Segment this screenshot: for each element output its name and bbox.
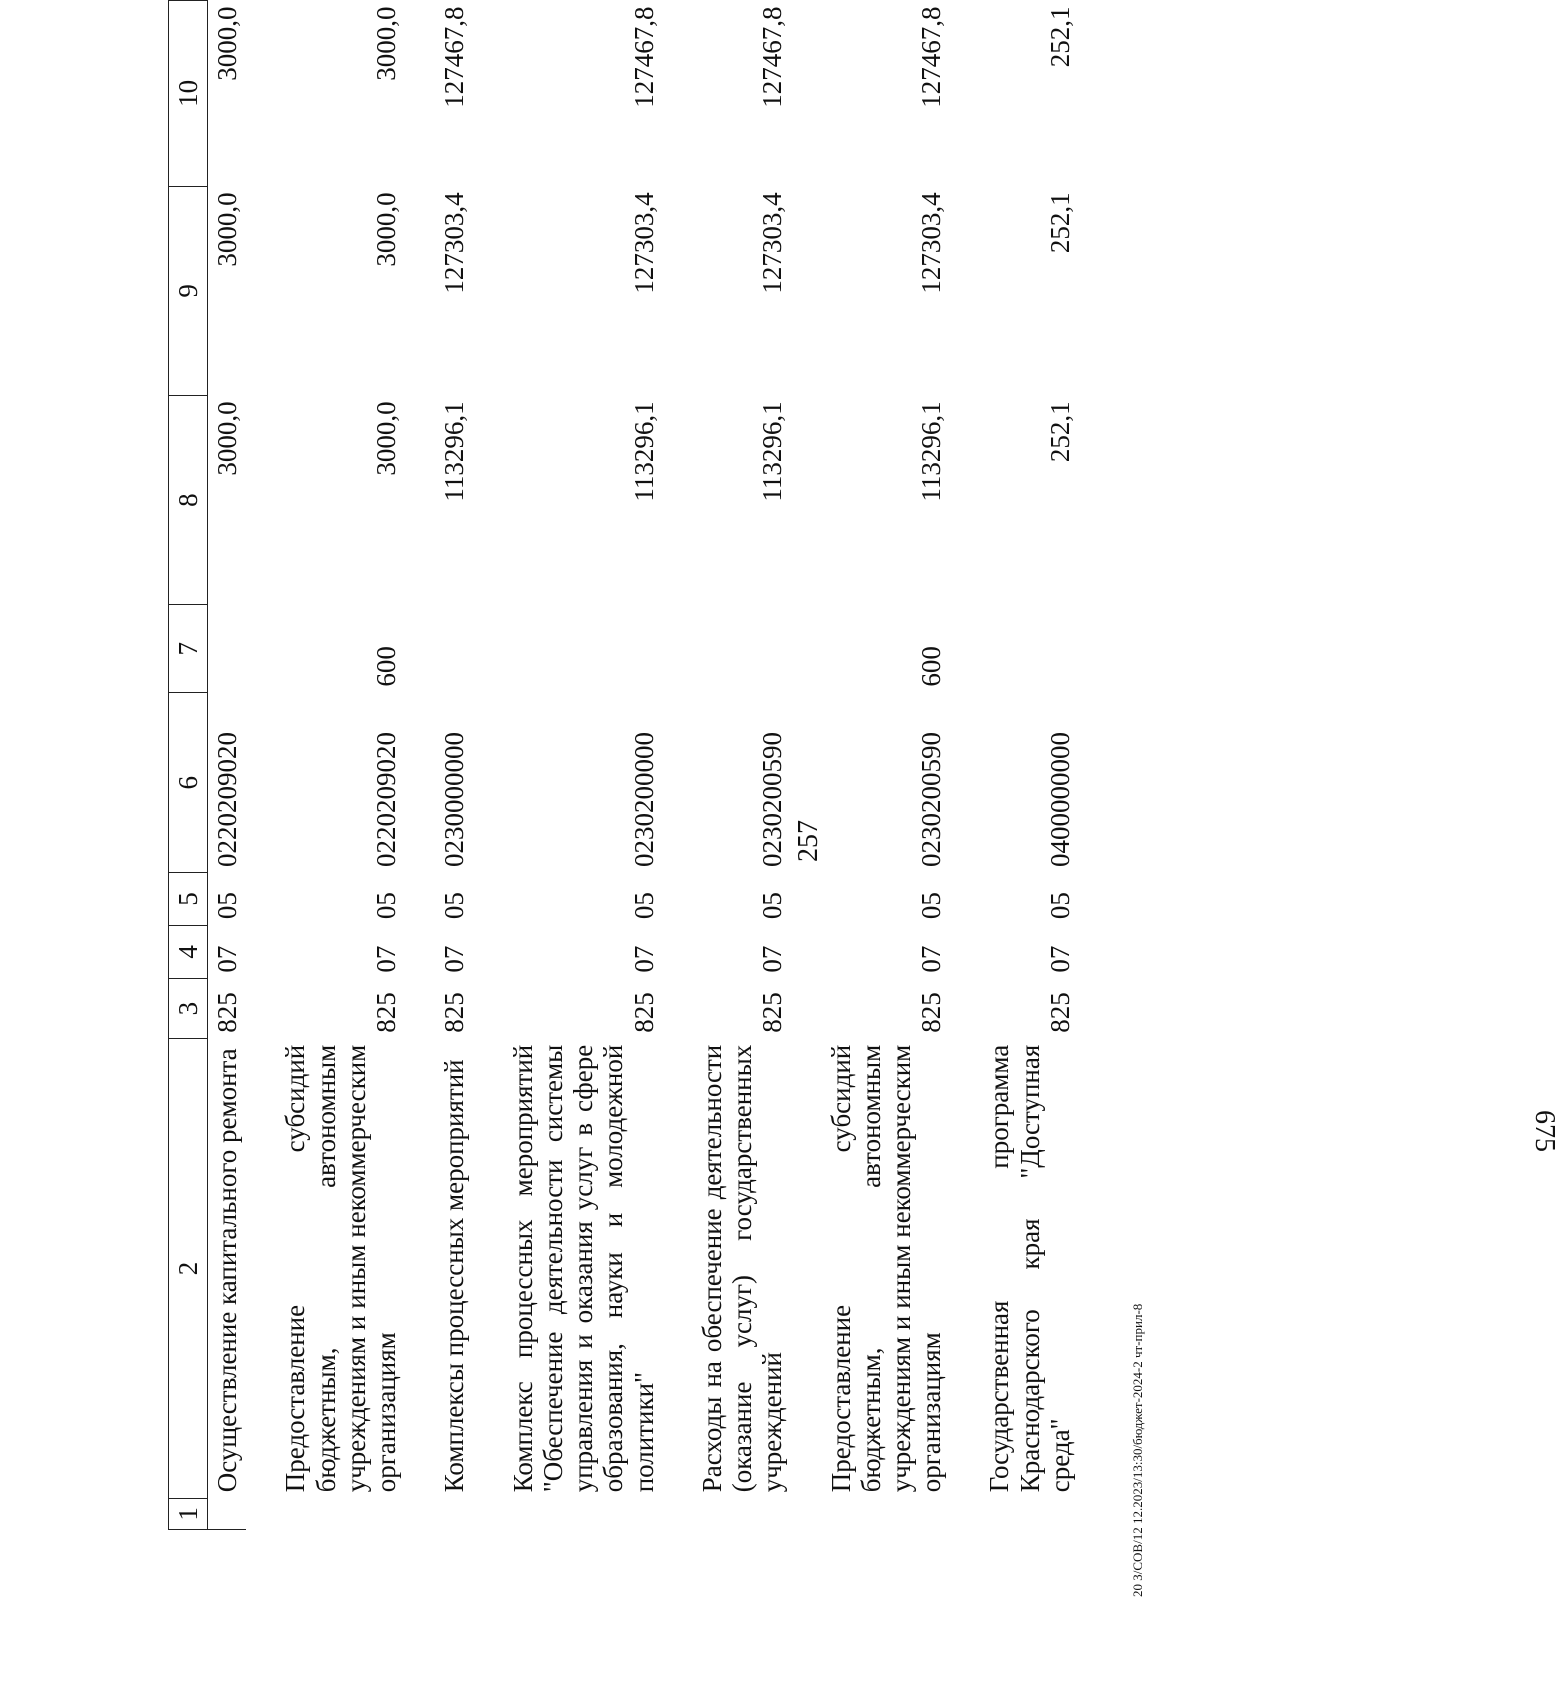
row-gap [950, 1, 980, 1530]
row-c3: 825 [1044, 992, 1075, 1033]
row-c9: 3000,0 [212, 192, 243, 267]
row-c3: 825 [439, 992, 470, 1033]
row-c9: 252,1 [1044, 192, 1075, 254]
row-name: Государственная программа Краснодарского края "Доступная среда" [984, 1044, 1075, 1493]
row-spacer [980, 1498, 1079, 1529]
header-cell-8: 8 [169, 395, 208, 604]
row-name: Комплекс процессных мероприятий "Обеспечение деятельности системы управления и оказания услуг в сфере образования, науки и молодежной политики" [507, 1044, 659, 1493]
row-gap [474, 1, 504, 1530]
row-c6: 0220209020 [212, 732, 243, 867]
row-c7: 600 [371, 646, 402, 687]
table-row [822, 1, 951, 1530]
row-c8: 113296,1 [439, 401, 470, 502]
row-c9: 127303,4 [916, 192, 947, 294]
header-cell-7: 7 [169, 605, 208, 693]
row-spacer [435, 1498, 473, 1529]
row-c8: 113296,1 [628, 401, 659, 502]
row-c9: 3000,0 [371, 192, 402, 267]
page-number: 257 [793, 820, 824, 862]
row-c5: 05 [757, 892, 788, 920]
document-footer-code: 20 З/СОВ/12 12.2023/13:30/бюджет-2024-2 чт-прил-8 [1130, 1303, 1145, 1597]
row-spacer [276, 1498, 405, 1529]
table-row [435, 1, 473, 1530]
row-c6: 0230200000 [628, 732, 659, 867]
header-cell-3: 3 [169, 979, 208, 1039]
row-c6: 0230200590 [757, 732, 788, 867]
row-c9: 127303,4 [757, 192, 788, 294]
folio-number: 675 [1529, 1110, 1560, 1152]
table-header-row [169, 1, 208, 1530]
header-cell-2: 2 [169, 1039, 208, 1499]
row-gap [405, 1, 435, 1530]
row-c9: 127303,4 [628, 192, 659, 294]
table-row [276, 1, 405, 1530]
row-c6: 0230200590 [916, 732, 947, 867]
row-c7: 600 [916, 646, 947, 687]
budget-table [168, 0, 1079, 1530]
row-c3: 825 [757, 992, 788, 1033]
row-gap [246, 1, 276, 1530]
row-c10: 127467,8 [628, 6, 659, 108]
row-spacer [504, 1498, 663, 1529]
header-cell-10: 10 [169, 1, 208, 187]
row-name: Комплексы процессных мероприятий [439, 1059, 470, 1493]
row-spacer [822, 1498, 951, 1529]
row-c7 [980, 605, 1079, 693]
row-c5: 05 [1044, 892, 1075, 920]
row-c3: 825 [916, 992, 947, 1033]
row-c4: 07 [439, 945, 470, 973]
row-c10: 127467,8 [916, 6, 947, 108]
row-c7 [208, 605, 247, 693]
header-cell-1: 1 [169, 1498, 208, 1529]
row-c4: 07 [371, 945, 402, 973]
row-c4: 07 [1044, 945, 1075, 973]
row-c4: 07 [757, 945, 788, 973]
row-c8: 252,1 [1044, 401, 1075, 463]
row-c5: 05 [628, 892, 659, 920]
row-c5: 05 [916, 892, 947, 920]
row-name: Предоставление субсидий бюджетным, автономным учреждениям и иным некоммерческим организациям [280, 1044, 402, 1493]
row-spacer [693, 1498, 792, 1529]
row-c3: 825 [371, 992, 402, 1033]
row-name: Расходы на обеспечение деятельности (оказание услуг) государственных учреждений [696, 1044, 788, 1493]
row-c7 [693, 605, 792, 693]
row-c5: 05 [371, 892, 402, 920]
table-row [208, 1, 247, 1530]
row-c8: 113296,1 [916, 401, 947, 502]
header-cell-9: 9 [169, 186, 208, 395]
row-c10: 127467,8 [757, 6, 788, 108]
row-c3: 825 [628, 992, 659, 1033]
row-spacer [208, 1498, 247, 1529]
row-c5: 05 [439, 892, 470, 920]
table-row [504, 1, 663, 1530]
row-c4: 07 [916, 945, 947, 973]
row-c4: 07 [628, 945, 659, 973]
row-c8: 113296,1 [757, 401, 788, 502]
row-c6: 0220209020 [371, 732, 402, 867]
row-c7 [435, 605, 473, 693]
row-c9: 127303,4 [439, 192, 470, 294]
row-c6: 0230000000 [439, 732, 470, 867]
row-c7 [504, 605, 663, 693]
row-gap [663, 1, 693, 1530]
row-c10: 127467,8 [439, 6, 470, 108]
table-row [980, 1, 1079, 1530]
row-c6: 0400000000 [1044, 732, 1075, 867]
header-cell-5: 5 [169, 873, 208, 925]
table-row [693, 1, 792, 1530]
header-cell-6: 6 [169, 693, 208, 873]
row-name: Осуществление капитального ремонта [212, 1048, 243, 1493]
row-name: Предоставление субсидий бюджетным, автономным учреждениям и иным некоммерческим организациям [825, 1044, 947, 1493]
row-c3: 825 [212, 992, 243, 1033]
row-c5: 05 [212, 892, 243, 920]
row-c8: 3000,0 [212, 401, 243, 476]
row-c4: 07 [212, 945, 243, 973]
row-c10: 252,1 [1044, 6, 1075, 68]
row-c10: 3000,0 [212, 6, 243, 81]
row-c8: 3000,0 [371, 401, 402, 476]
row-c10: 3000,0 [371, 6, 402, 81]
header-cell-4: 4 [169, 925, 208, 979]
row-gap [792, 1, 822, 1530]
